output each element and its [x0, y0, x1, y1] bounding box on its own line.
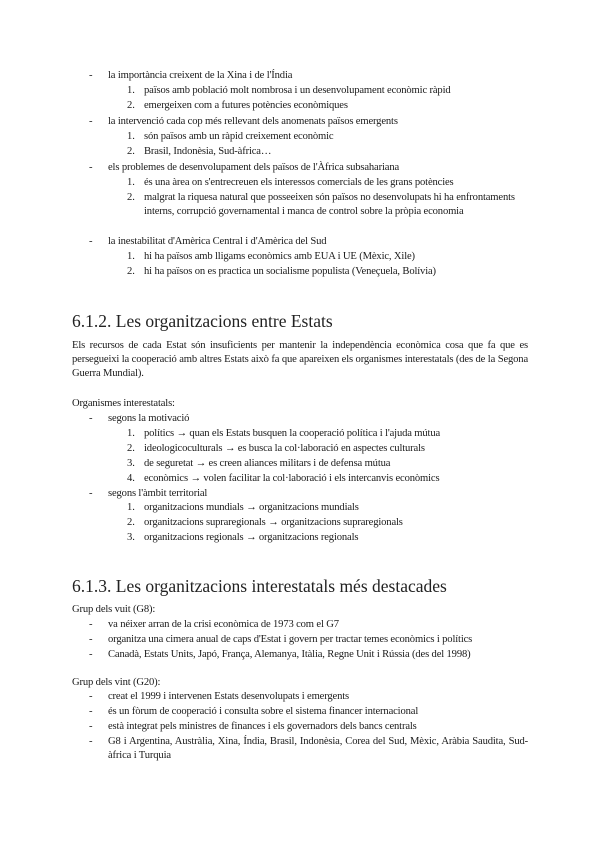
section-heading: 6.1.3. Les organitzacions interestatals més destacades [72, 576, 447, 596]
list-number: 3. [127, 458, 135, 469]
bullet-dash: - [89, 706, 93, 717]
list-item: és un fòrum de cooperació i consulta sobre el sistema financer internacional [108, 706, 419, 717]
group-title: Grup dels vuit (G8): [72, 604, 156, 615]
sub-list-item: organitzacions mundials → organitzacions mundials [144, 502, 359, 513]
list-item: està integrat pels ministres de finances i els governadors dels bancs centrals [108, 721, 417, 732]
sub-list-item: de seguretat → es creen aliances militars i de defensa mútua [144, 458, 391, 469]
list-number: 1. [127, 131, 135, 142]
list-item: la importància creixent de la Xina i de l'Índia [108, 70, 293, 81]
list-number: 1. [127, 251, 135, 262]
list-number: 2. [127, 192, 135, 203]
list-item: la intervenció cada cop més rellevant dels anomenats països emergents [108, 116, 398, 127]
list-item: organitza una cimera anual de caps d'Estat i govern per tractar temes econòmics i polítics [108, 634, 473, 645]
group-title: Grup dels vint (G20): [72, 677, 161, 688]
bullet-dash: - [89, 413, 93, 424]
sub-list-item: polítics → quan els Estats busquen la cooperació política i l'ajuda mútua [144, 428, 441, 439]
list-number: 3. [127, 532, 135, 543]
list-item: la inestabilitat d'Amèrica Central i d'Amèrica del Sud [108, 236, 327, 247]
bullet-dash: - [89, 236, 93, 247]
sub-list-item: econòmics → volen facilitar la col·laboració i els intercanvis econòmics [144, 473, 440, 484]
sub-list-item: hi ha països amb lligams econòmics amb EUA i UE (Mèxic, Xile) [144, 251, 415, 262]
sub-list-item: hi ha països on es practica un socialisme populista (Veneçuela, Bolívia) [144, 266, 436, 277]
sub-list-item: són països amb un ràpid creixement econòmic [144, 131, 334, 142]
list-number: 2. [127, 266, 135, 277]
list-item: va néixer arran de la crisi econòmica de 1973 com el G7 [108, 619, 339, 630]
list-title: Organismes interestatals: [72, 398, 175, 409]
bullet-dash: - [89, 70, 93, 81]
section-paragraph: Els recursos de cada Estat són insuficients per mantenir la independència econòmica cosa que fa que es persegueixi la cooperació amb altres Estats això fa que apareixen els organismes interestatals (des de la Segona Guerra Mundial). [72, 340, 528, 379]
bullet-dash: - [89, 691, 93, 702]
list-number: 1. [127, 428, 135, 439]
sub-list-item: malgrat la riquesa natural que posseeixen són països no desenvolupats hi ha enfrontaments interns, corrupció governamental i manca de control sobre la pròpia economia [144, 192, 515, 217]
sub-list-item: organitzacions regionals → organitzacions regionals [144, 532, 359, 543]
list-number: 2. [127, 443, 135, 454]
sub-list-item: ideologicoculturals → es busca la col·laboració en aspectes culturals [144, 443, 425, 454]
sub-list-item: països amb població molt nombrosa i un desenvolupament econòmic ràpid [144, 85, 451, 96]
list-number: 2. [127, 146, 135, 157]
list-number: 4. [127, 473, 135, 484]
list-number: 2. [127, 100, 135, 111]
list-number: 2. [127, 517, 135, 528]
sub-list-item: organitzacions supraregionals → organitzacions supraregionals [144, 517, 403, 528]
list-number: 1. [127, 85, 135, 96]
bullet-dash: - [89, 634, 93, 645]
list-item: segons la motivació [108, 413, 190, 424]
list-item: els problemes de desenvolupament dels països de l'Àfrica subsahariana [108, 162, 400, 173]
bullet-dash: - [89, 619, 93, 630]
section-heading: 6.1.2. Les organitzacions entre Estats [72, 311, 333, 331]
bullet-dash: - [89, 162, 93, 173]
bullet-dash: - [89, 649, 93, 660]
bullet-dash: - [89, 116, 93, 127]
sub-list-item: Brasil, Indonèsia, Sud-àfrica… [144, 146, 272, 157]
list-number: 1. [127, 502, 135, 513]
list-item: G8 i Argentina, Austràlia, Xina, Índia, Brasil, Indonèsia, Corea del Sud, Mèxic, Aràbia Saudita, Sud-àfrica i Turquia [108, 736, 528, 761]
bullet-dash: - [89, 736, 93, 747]
list-item: Canadà, Estats Units, Japó, França, Alemanya, Itàlia, Regne Unit i Rússia (des del 1998) [108, 649, 471, 660]
sub-list-item: és una àrea on s'entrecreuen els interessos comercials de les grans potències [144, 177, 454, 188]
bullet-dash: - [89, 721, 93, 732]
list-item: segons l'àmbit territorial [108, 488, 208, 499]
sub-list-item: emergeixen com a futures potències econòmiques [144, 100, 348, 111]
bullet-dash: - [89, 488, 93, 499]
list-number: 1. [127, 177, 135, 188]
list-item: creat el 1999 i intervenen Estats desenvolupats i emergents [108, 691, 350, 702]
